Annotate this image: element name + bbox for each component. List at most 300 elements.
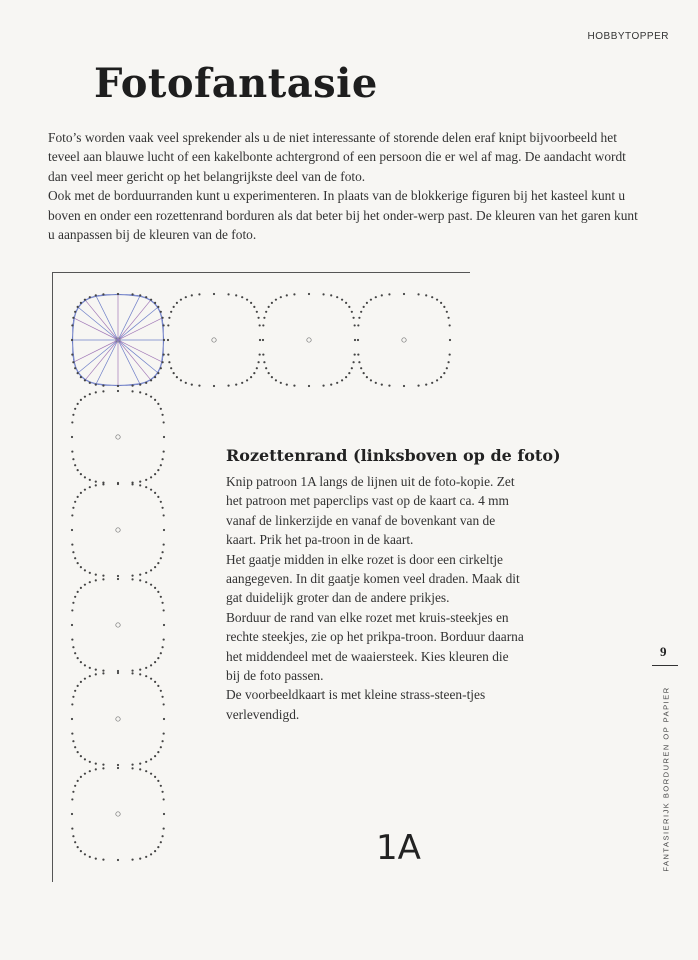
prick-dot — [259, 353, 261, 355]
prick-dot — [150, 584, 152, 586]
prick-dot — [95, 673, 97, 675]
prick-dot — [80, 661, 82, 663]
prick-dot — [72, 646, 74, 648]
prick-dot — [449, 339, 451, 341]
fan-stitch — [96, 340, 118, 385]
fan-stitch — [118, 295, 140, 340]
prick-dot — [150, 773, 152, 775]
prick-dot — [358, 317, 360, 319]
prick-dot — [180, 379, 182, 381]
prick-dot — [259, 324, 261, 326]
prick-dot — [375, 296, 377, 298]
prick-dot — [77, 469, 79, 471]
prick-dot — [280, 382, 282, 384]
prick-dot — [77, 306, 79, 308]
prick-dot — [72, 507, 74, 509]
prick-dot — [227, 293, 229, 295]
prick-dot — [381, 294, 383, 296]
prick-dot — [74, 557, 76, 559]
prick-dot — [363, 306, 365, 308]
fan-stitch — [85, 340, 118, 380]
prick-dot — [157, 780, 159, 782]
prick-dot — [84, 489, 86, 491]
prick-dot — [363, 372, 365, 374]
prick-dot — [74, 785, 76, 787]
prick-dot — [80, 399, 82, 401]
prick-dot — [71, 543, 73, 545]
prick-dot — [163, 514, 165, 516]
prick-dot — [160, 311, 162, 313]
prick-dot — [71, 421, 73, 423]
prick-dot — [80, 850, 82, 852]
prick-dot — [102, 390, 104, 392]
prick-dot — [160, 557, 162, 559]
prick-dot — [102, 578, 104, 580]
prick-dot — [446, 311, 448, 313]
prick-dot — [72, 458, 74, 460]
prick-dot — [176, 376, 178, 378]
prick-dot — [336, 382, 338, 384]
prick-dot — [170, 311, 172, 313]
prick-dot — [71, 609, 73, 611]
prick-dot — [102, 672, 104, 674]
prick-dot — [256, 311, 258, 313]
prick-dot — [173, 306, 175, 308]
prick-dot — [71, 718, 73, 720]
side-caption-text: FANTASIERIJK BORDUREN OP PAPIER — [661, 686, 671, 872]
prick-dot — [354, 324, 356, 326]
prick-dot — [366, 376, 368, 378]
center-hole — [116, 528, 120, 532]
prick-dot — [161, 835, 163, 837]
prick-dot — [154, 376, 156, 378]
prick-dot — [131, 764, 133, 766]
prick-dot — [72, 317, 74, 319]
prick-dot — [449, 353, 451, 355]
prick-dot — [341, 299, 343, 301]
prick-dot — [403, 385, 405, 387]
prick-dot — [449, 324, 451, 326]
prick-dot — [357, 353, 359, 355]
prick-dot — [84, 664, 86, 666]
prick-dot — [259, 339, 261, 341]
prick-dot — [263, 361, 265, 363]
prick-dot — [80, 566, 82, 568]
prick-dot — [253, 306, 255, 308]
prick-dot — [322, 385, 324, 387]
intro-paragraph: Foto’s worden vaak veel sprekender als u de niet interessante of storende delen eraf knipt bijvoorbeeld het teveel aan blauwe lucht of een kakelbonte achtergrond of een persoon die er wel af mag. De aandacht wordt dan veel meer gericht op het belangrijkste deel van de foto. — [48, 130, 626, 184]
prick-dot — [84, 379, 86, 381]
prick-dot — [150, 489, 152, 491]
prick-dot — [161, 458, 163, 460]
prick-dot — [117, 670, 119, 672]
prick-dot — [72, 551, 74, 553]
prick-dot — [84, 396, 86, 398]
pattern-label: 1A — [376, 828, 421, 868]
prick-dot — [160, 785, 162, 787]
prick-dot — [167, 353, 169, 355]
prick-dot — [145, 296, 147, 298]
prick-dot — [163, 638, 165, 640]
prick-dot — [102, 670, 104, 672]
prick-dot — [167, 324, 169, 326]
prick-dot — [95, 383, 97, 385]
prick-dot — [191, 294, 193, 296]
prick-dot — [71, 436, 73, 438]
prick-dot — [139, 673, 141, 675]
prick-dot — [89, 572, 91, 574]
prick-dot — [440, 376, 442, 378]
prick-dot — [308, 293, 310, 295]
prick-dot — [154, 681, 156, 683]
prick-dot — [280, 296, 282, 298]
prick-dot — [71, 638, 73, 640]
prick-dot — [271, 376, 273, 378]
prick-dot — [139, 484, 141, 486]
page-number: 9 — [660, 644, 667, 659]
prick-dot — [95, 573, 97, 575]
prick-dot — [167, 339, 169, 341]
prick-dot — [80, 376, 82, 378]
prick-dot — [84, 569, 86, 571]
prick-dot — [348, 306, 350, 308]
prick-dot — [95, 480, 97, 482]
prick-dot — [160, 652, 162, 654]
prick-dot — [117, 390, 119, 392]
prick-dot — [102, 385, 104, 387]
prick-dot — [145, 382, 147, 384]
prick-dot — [145, 675, 147, 677]
fan-stitch — [78, 307, 118, 340]
prick-dot — [72, 602, 74, 604]
prick-dot — [150, 569, 152, 571]
prick-dot — [446, 367, 448, 369]
prick-dot — [102, 859, 104, 861]
prick-dot — [150, 396, 152, 398]
prick-dot — [77, 657, 79, 659]
prick-dot — [89, 770, 91, 772]
prick-dot — [256, 367, 258, 369]
prick-dot — [117, 483, 119, 485]
prick-dot — [71, 624, 73, 626]
intro-paragraph: Ook met de borduurranden kunt u experimenteren. In plaats van de blokkerige figuren bij het kasteel kunt u boven en onder een rozettenrand borduren als dat beter bij het onder-werp past. De kleuren van het garen kunt u aanpassen bij de kleuren van de foto. — [48, 188, 638, 243]
prick-dot — [131, 385, 133, 387]
prick-dot — [102, 483, 104, 485]
prick-dot — [77, 751, 79, 753]
prick-dot — [131, 483, 133, 485]
prick-dot — [72, 696, 74, 698]
prick-dot — [157, 403, 159, 405]
center-hole — [402, 338, 406, 342]
prick-dot — [160, 367, 162, 369]
prick-dot — [77, 780, 79, 782]
prick-dot — [80, 473, 82, 475]
prick-dot — [308, 385, 310, 387]
prick-dot — [89, 581, 91, 583]
prick-dot — [370, 379, 372, 381]
prick-dot — [447, 361, 449, 363]
prick-dot — [388, 293, 390, 295]
prick-dot — [72, 740, 74, 742]
prick-dot — [351, 367, 353, 369]
prick-dot — [381, 383, 383, 385]
prick-dot — [150, 299, 152, 301]
prick-dot — [139, 857, 141, 859]
prick-dot — [436, 379, 438, 381]
prick-dot — [84, 758, 86, 760]
prick-dot — [154, 776, 156, 778]
prick-dot — [80, 755, 82, 757]
prick-dot — [348, 372, 350, 374]
prick-dot — [80, 681, 82, 683]
prick-dot — [145, 856, 147, 858]
prick-dot — [161, 602, 163, 604]
fan-stitch — [96, 295, 118, 340]
prick-dot — [443, 306, 445, 308]
prick-dot — [145, 486, 147, 488]
prick-dot — [71, 514, 73, 516]
fan-stitch — [118, 300, 151, 340]
prick-dot — [72, 791, 74, 793]
prick-dot — [161, 791, 163, 793]
prick-dot — [74, 690, 76, 692]
prick-dot — [95, 668, 97, 670]
prick-dot — [145, 393, 147, 395]
prick-dot — [95, 768, 97, 770]
prick-dot — [77, 372, 79, 374]
prick-dot — [139, 383, 141, 385]
prick-dot — [89, 486, 91, 488]
prick-dot — [71, 813, 73, 815]
prick-dot — [89, 382, 91, 384]
prick-dot — [74, 367, 76, 369]
prick-dot — [160, 746, 162, 748]
prick-dot — [161, 361, 163, 363]
prick-dot — [436, 299, 438, 301]
prick-dot — [262, 339, 264, 341]
prick-dot — [154, 492, 156, 494]
prick-dot — [354, 339, 356, 341]
fan-stitch — [118, 340, 163, 362]
prick-dot — [154, 302, 156, 304]
prick-dot — [150, 758, 152, 760]
prick-dot — [163, 813, 165, 815]
prick-dot — [154, 661, 156, 663]
prick-dot — [447, 317, 449, 319]
prick-dot — [71, 353, 73, 355]
page-title: Fotofantasie — [94, 60, 378, 107]
prick-dot — [157, 562, 159, 564]
prick-dot — [157, 306, 159, 308]
prick-dot — [235, 383, 237, 385]
prick-dot — [330, 294, 332, 296]
prick-dot — [357, 339, 359, 341]
prick-dot — [84, 584, 86, 586]
section-label: HOBBYTOPPER — [587, 31, 669, 42]
prick-dot — [163, 421, 165, 423]
fan-stitch — [78, 340, 118, 373]
prick-dot — [102, 575, 104, 577]
prick-dot — [250, 302, 252, 304]
prick-dot — [139, 573, 141, 575]
instructions-paragraph: Borduur de rand van elke rozet met kruis-steekjes en rechte steekjes, zie op het prikpa-troon. Borduur daarna het middendeel met de waaiersteek. Kies kleuren die bij de foto passen. — [226, 609, 524, 684]
prick-dot — [185, 296, 187, 298]
prick-dot — [117, 672, 119, 674]
prick-dot — [71, 798, 73, 800]
center-hole — [116, 717, 120, 721]
prick-dot — [161, 646, 163, 648]
prick-dot — [74, 652, 76, 654]
prick-dot — [263, 317, 265, 319]
prick-dot — [293, 385, 295, 387]
prick-dot — [131, 672, 133, 674]
center-hole — [116, 435, 120, 439]
prick-dot — [131, 293, 133, 295]
prick-dot — [102, 767, 104, 769]
prick-dot — [268, 372, 270, 374]
prick-dot — [80, 587, 82, 589]
prick-dot — [330, 383, 332, 385]
fan-stitch — [118, 318, 163, 340]
prick-dot — [145, 581, 147, 583]
prick-dot — [154, 399, 156, 401]
prick-dot — [80, 776, 82, 778]
prick-dot — [257, 317, 259, 319]
prick-dot — [163, 732, 165, 734]
prick-dot — [185, 382, 187, 384]
prick-dot — [268, 306, 270, 308]
prick-dot — [95, 391, 97, 393]
prick-dot — [71, 529, 73, 531]
prick-dot — [161, 317, 163, 319]
prick-dot — [150, 476, 152, 478]
prick-dot — [293, 293, 295, 295]
prick-dot — [72, 361, 74, 363]
prick-dot — [235, 294, 237, 296]
prick-dot — [77, 496, 79, 498]
prick-dot — [89, 856, 91, 858]
prick-dot — [157, 685, 159, 687]
prick-dot — [241, 296, 243, 298]
prick-dot — [163, 339, 165, 341]
prick-dot — [271, 302, 273, 304]
prick-dot — [163, 436, 165, 438]
prick-dot — [117, 859, 119, 861]
prick-dot — [95, 484, 97, 486]
prick-dot — [168, 361, 170, 363]
prick-dot — [370, 299, 372, 301]
prick-dot — [157, 751, 159, 753]
prick-dot — [117, 767, 119, 769]
prick-dot — [163, 324, 165, 326]
prick-dot — [89, 675, 91, 677]
prick-dot — [71, 732, 73, 734]
prick-dot — [275, 299, 277, 301]
prick-dot — [77, 846, 79, 848]
prick-dot — [72, 414, 74, 416]
prick-dot — [176, 302, 178, 304]
instructions-paragraph: Het gaatje midden in elke rozet is door een cirkeltje aangegeven. In dit gaatje komen veel draden. Maak dit gat duidelijk groter dan de andere prikjes. — [226, 551, 520, 606]
prick-dot — [160, 841, 162, 843]
fan-stitch — [118, 340, 151, 380]
prick-dot — [145, 770, 147, 772]
prick-dot — [117, 293, 119, 295]
prick-dot — [198, 293, 200, 295]
prick-dot — [84, 853, 86, 855]
prick-dot — [154, 850, 156, 852]
page-number-rule — [652, 665, 678, 666]
prick-dot — [345, 376, 347, 378]
prick-dot — [157, 591, 159, 593]
prick-dot — [77, 403, 79, 405]
prick-dot — [139, 668, 141, 670]
prick-dot — [74, 841, 76, 843]
prick-dot — [425, 294, 427, 296]
prick-dot — [150, 678, 152, 680]
prick-dot — [139, 294, 141, 296]
prick-dot — [191, 383, 193, 385]
prick-dot — [80, 302, 82, 304]
prick-dot — [262, 353, 264, 355]
prick-dot — [154, 755, 156, 757]
prick-dot — [89, 479, 91, 481]
center-hole — [307, 338, 311, 342]
prick-dot — [74, 596, 76, 598]
prick-dot — [173, 372, 175, 374]
prick-dot — [84, 678, 86, 680]
prick-dot — [117, 764, 119, 766]
prick-dot — [89, 667, 91, 669]
prick-dot — [425, 383, 427, 385]
prick-dot — [352, 361, 354, 363]
prick-dot — [131, 767, 133, 769]
prick-dot — [139, 768, 141, 770]
prick-dot — [150, 379, 152, 381]
prick-dot — [286, 383, 288, 385]
prick-dot — [163, 703, 165, 705]
prick-dot — [354, 353, 356, 355]
prick-dot — [440, 302, 442, 304]
prick-dot — [322, 293, 324, 295]
instructions-paragraph: Knip patroon 1A langs de lijnen uit de foto-kopie. Zet het patroon met paperclips vast op de kaart ca. 4 mm vanaf de linkerzijde en vanaf de bovenkant van de kaart. Prik het pa-troon in de kaart. — [226, 474, 515, 548]
prick-dot — [253, 372, 255, 374]
prick-dot — [360, 367, 362, 369]
prick-dot — [265, 311, 267, 313]
prick-dot — [117, 578, 119, 580]
prick-dot — [286, 294, 288, 296]
prick-dot — [154, 587, 156, 589]
prick-dot — [71, 324, 73, 326]
prick-dot — [77, 591, 79, 593]
prick-dot — [157, 496, 159, 498]
prick-dot — [74, 408, 76, 410]
prick-dot — [161, 740, 163, 742]
prick-dot — [163, 798, 165, 800]
prick-dot — [246, 299, 248, 301]
prick-dot — [80, 492, 82, 494]
prick-dot — [163, 529, 165, 531]
prick-dot — [351, 311, 353, 313]
prick-dot — [131, 390, 133, 392]
prick-dot — [71, 339, 73, 341]
prick-dot — [161, 507, 163, 509]
prick-dot — [95, 857, 97, 859]
fan-stitch — [73, 340, 118, 362]
prick-dot — [161, 551, 163, 553]
prick-dot — [227, 385, 229, 387]
fan-stitch — [118, 340, 158, 373]
prick-dot — [139, 762, 141, 764]
